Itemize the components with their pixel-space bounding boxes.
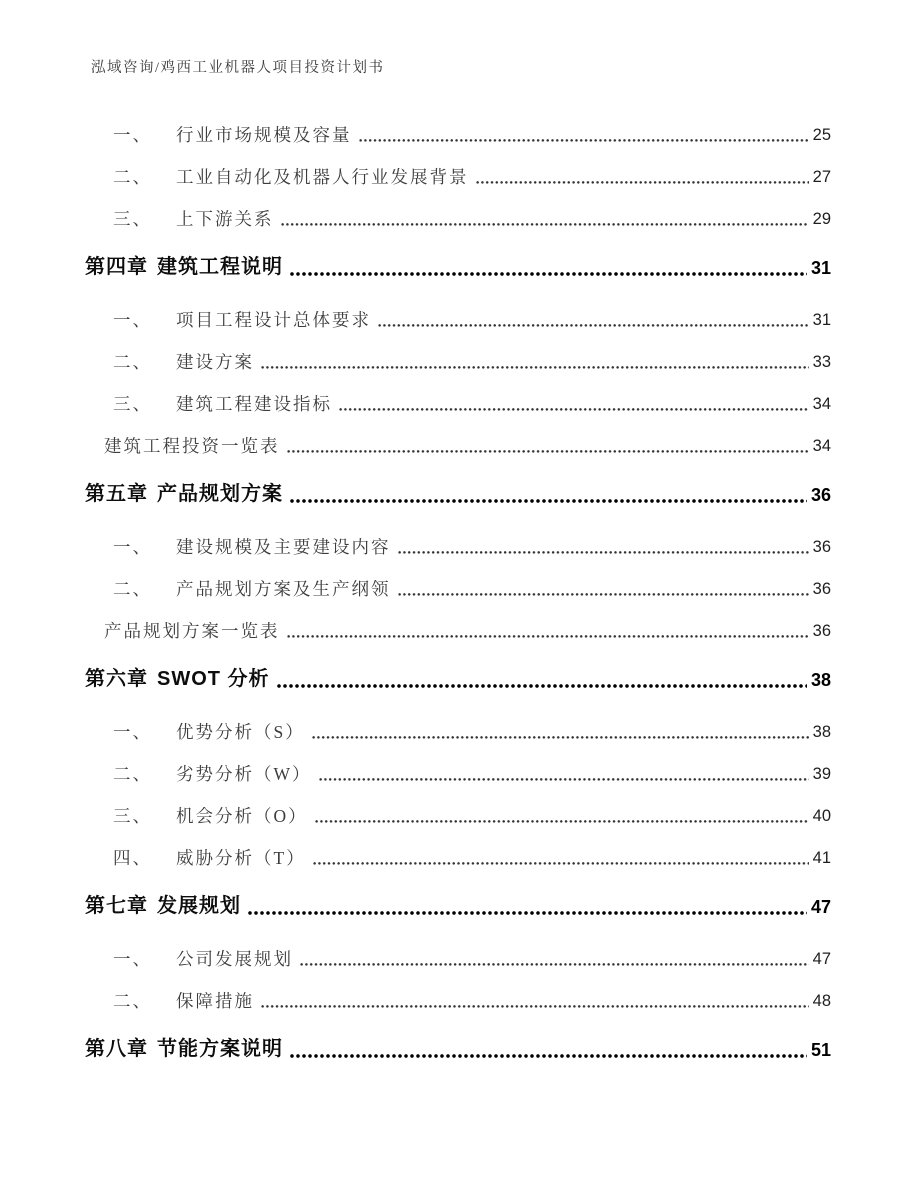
dot-leader bbox=[290, 1053, 807, 1059]
dot-leader bbox=[261, 365, 809, 370]
toc-entry-page: 47 bbox=[810, 897, 831, 917]
toc-entry-number: 第五章 bbox=[85, 483, 148, 505]
toc-entry[interactable] bbox=[104, 437, 831, 455]
toc-entry-page: 38 bbox=[810, 670, 831, 690]
toc-entry-number: 第四章 bbox=[85, 256, 148, 278]
toc-entry-page: 25 bbox=[812, 126, 831, 144]
toc-entry-page: 47 bbox=[812, 950, 831, 968]
toc-entry-title: 建设规模及主要建设内容 bbox=[176, 537, 391, 557]
toc-entry-number: 第六章 bbox=[85, 668, 148, 690]
toc-entry-number: 第七章 bbox=[85, 895, 148, 917]
dot-leader bbox=[339, 407, 809, 412]
toc-chapter-entry[interactable] bbox=[85, 669, 831, 690]
toc-entry[interactable] bbox=[113, 992, 831, 1010]
toc-entry-number: 二、 bbox=[113, 764, 152, 784]
toc-entry[interactable] bbox=[113, 311, 831, 329]
dot-leader bbox=[248, 910, 807, 916]
toc-entry[interactable] bbox=[104, 622, 831, 640]
toc-entry[interactable] bbox=[113, 210, 831, 228]
toc-entry-number: 二、 bbox=[113, 579, 152, 599]
dot-leader bbox=[398, 592, 809, 597]
toc-entry-page: 48 bbox=[812, 992, 831, 1010]
toc-entry[interactable] bbox=[113, 723, 831, 741]
toc-entry-title: 保障措施 bbox=[176, 991, 254, 1011]
toc-entry-title: 公司发展规划 bbox=[176, 949, 293, 969]
toc-entry[interactable] bbox=[113, 353, 831, 371]
toc-entry-page: 34 bbox=[812, 395, 831, 413]
dot-leader bbox=[319, 777, 809, 782]
toc-entry-page: 36 bbox=[810, 485, 831, 505]
toc-entry-page: 33 bbox=[812, 353, 831, 371]
toc-entry-title: 产品规划方案 bbox=[157, 483, 283, 505]
dot-leader bbox=[277, 683, 807, 689]
toc-entry-title: 优势分析（S） bbox=[176, 722, 305, 742]
toc-entry-page: 40 bbox=[812, 807, 831, 825]
toc-entry-title: 项目工程设计总体要求 bbox=[176, 310, 371, 330]
toc-entry-number: 第八章 bbox=[85, 1038, 148, 1060]
dot-leader bbox=[290, 498, 807, 504]
toc-entry-title: 工业自动化及机器人行业发展背景 bbox=[176, 167, 469, 187]
toc-entry-number: 二、 bbox=[113, 167, 152, 187]
toc-entry-page: 31 bbox=[812, 311, 831, 329]
toc-entry-page: 36 bbox=[812, 580, 831, 598]
toc-entry-page: 29 bbox=[812, 210, 831, 228]
dot-leader bbox=[378, 323, 809, 328]
toc-entry-number: 一、 bbox=[113, 949, 152, 969]
toc-entry-title: 威胁分析（T） bbox=[176, 848, 306, 868]
toc-entry-title: 建筑工程投资一览表 bbox=[104, 436, 280, 456]
dot-leader bbox=[359, 138, 809, 143]
toc-entry-title: 机会分析（O） bbox=[176, 806, 308, 826]
toc-entry-title: SWOT 分析 bbox=[157, 668, 270, 690]
toc-entry-page: 34 bbox=[812, 437, 831, 455]
toc-entry[interactable] bbox=[113, 765, 831, 783]
toc-entry-page: 31 bbox=[810, 258, 831, 278]
dot-leader bbox=[312, 735, 809, 740]
toc-entry-title: 行业市场规模及容量 bbox=[176, 125, 352, 145]
toc-entry-page: 36 bbox=[812, 538, 831, 556]
toc-entry[interactable] bbox=[113, 538, 831, 556]
toc-entry-page: 36 bbox=[812, 622, 831, 640]
dot-leader bbox=[281, 222, 809, 227]
toc-entry-page: 41 bbox=[812, 849, 831, 867]
dot-leader bbox=[313, 861, 809, 866]
dot-leader bbox=[398, 550, 809, 555]
toc-entry-number: 三、 bbox=[113, 394, 152, 414]
toc-entry-number: 二、 bbox=[113, 991, 152, 1011]
dot-leader bbox=[261, 1004, 809, 1009]
toc-entry-page: 39 bbox=[812, 765, 831, 783]
dot-leader bbox=[287, 634, 809, 639]
dot-leader bbox=[476, 180, 809, 185]
toc-chapter-entry[interactable] bbox=[85, 257, 831, 278]
toc-entry-number: 二、 bbox=[113, 352, 152, 372]
toc-entry[interactable] bbox=[113, 168, 831, 186]
toc-entry-title: 上下游关系 bbox=[176, 209, 274, 229]
dot-leader bbox=[290, 271, 807, 277]
toc-entry[interactable] bbox=[113, 807, 831, 825]
toc-entry[interactable] bbox=[113, 126, 831, 144]
document-header: 泓域咨询/鸡西工业机器人项目投资计划书 bbox=[91, 60, 385, 76]
toc-chapter-entry[interactable] bbox=[85, 484, 831, 505]
toc-entry-title: 劣势分析（W） bbox=[176, 764, 312, 784]
toc-entry-page: 38 bbox=[812, 723, 831, 741]
toc-entry-number: 一、 bbox=[113, 125, 152, 145]
toc-entry-title: 产品规划方案及生产纲领 bbox=[176, 579, 391, 599]
toc-chapter-entry[interactable] bbox=[85, 1039, 831, 1060]
toc bbox=[85, 126, 831, 1093]
toc-entry[interactable] bbox=[113, 950, 831, 968]
toc-entry-title: 建筑工程建设指标 bbox=[176, 394, 332, 414]
toc-entry-title: 节能方案说明 bbox=[157, 1038, 283, 1060]
dot-leader bbox=[287, 449, 809, 454]
toc-entry-number: 三、 bbox=[113, 209, 152, 229]
toc-entry-number: 一、 bbox=[113, 310, 152, 330]
toc-entry-number: 一、 bbox=[113, 537, 152, 557]
toc-entry-page: 51 bbox=[810, 1040, 831, 1060]
toc-entry-title: 建设方案 bbox=[176, 352, 254, 372]
toc-entry-number: 一、 bbox=[113, 722, 152, 742]
toc-entry-number: 三、 bbox=[113, 806, 152, 826]
toc-entry-title: 发展规划 bbox=[157, 895, 241, 917]
toc-entry-page: 27 bbox=[812, 168, 831, 186]
toc-entry-title: 产品规划方案一览表 bbox=[104, 621, 280, 641]
toc-entry[interactable] bbox=[113, 580, 831, 598]
dot-leader bbox=[315, 819, 809, 824]
dot-leader bbox=[300, 962, 809, 967]
toc-entry[interactable] bbox=[113, 395, 831, 413]
toc-entry[interactable] bbox=[113, 849, 831, 867]
toc-chapter-entry[interactable] bbox=[85, 896, 831, 917]
toc-entry-title: 建筑工程说明 bbox=[157, 256, 283, 278]
toc-entry-number: 四、 bbox=[113, 848, 152, 868]
